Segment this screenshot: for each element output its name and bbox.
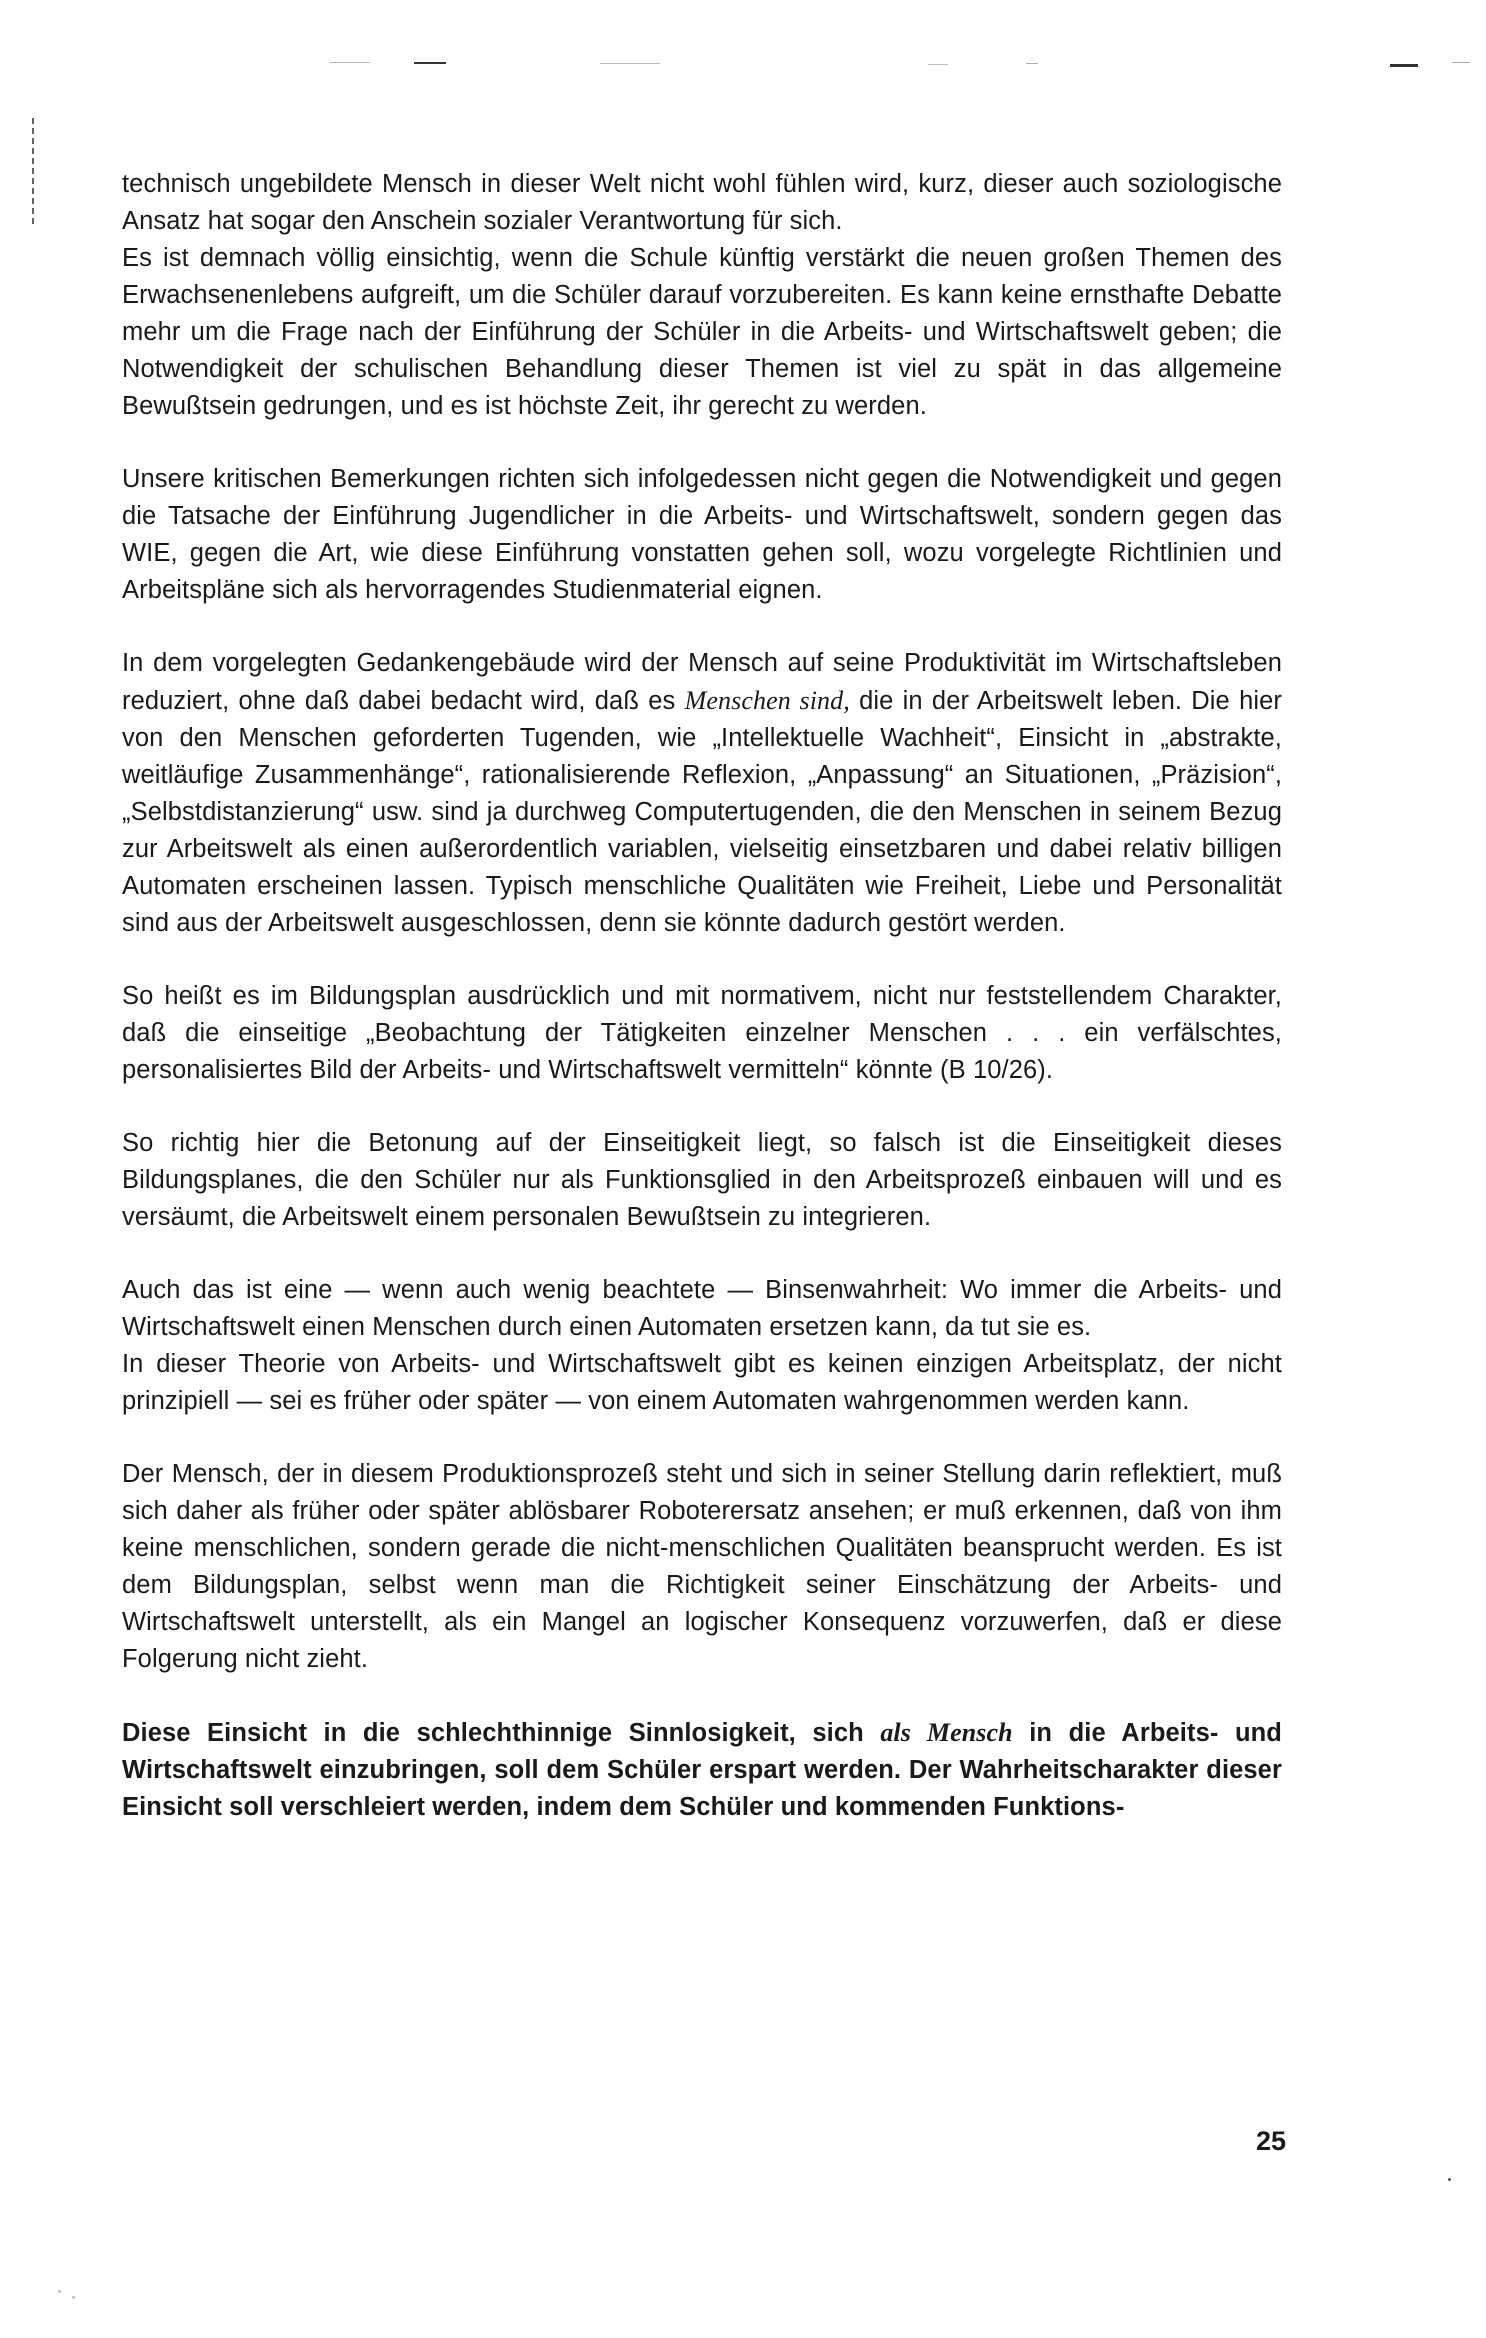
scan-artifacts	[0, 0, 1486, 80]
paragraph-text: Es ist demnach völlig einsichtig, wenn die Schule künftig verstärkt die neuen großen Themen des Erwachsenenlebens aufgreift, um die Schüler darauf vorzubereiten. Es kann keine ernsthafte Debatte mehr um die Frage nach der Einführung der Schüler in die Arbeits- und Wirtschaftswelt geben; die Notwendigkeit der schulischen Behandlung dieser Themen ist viel zu spät in das allgemeine Bewußtsein gedrungen, und es ist höchste Zeit, ihr gerecht zu werden.	[122, 244, 1282, 420]
paragraph-text: So heißt es im Bildungsplan ausdrücklich und mit normativem, nicht nur feststellendem Charakter, daß die einseitige „Beobachtung der Tätigkeiten einzelner Menschen . . . ein verfälschtes, personalisiertes Bild der Arbeits- und Wirtschaftswelt vermitteln“ könnte (B 10/26).	[122, 982, 1282, 1084]
paragraph	[122, 978, 1282, 1089]
paragraph-text: So richtig hier die Betonung auf der Einseitigkeit liegt, so falsch ist die Einseitigkeit dieses Bildungsplanes, die den Schüler nur als Funktionsglied in den Arbeitsprozeß einbauen will und es versäumt, die Arbeitswelt einem personalen Bewußtsein zu integrieren.	[122, 1129, 1282, 1231]
paragraph-text: in die Arbeits- und Wirtschaftswelt einzubringen, soll dem Schüler erspart werden. Der Wahrheitscharakter dieser Einsicht soll verschleiert werden, indem dem Schüler und kommenden Funktions-	[122, 1719, 1282, 1821]
emphasis-text: Menschen sind,	[684, 686, 850, 715]
paragraph	[122, 1125, 1282, 1236]
paragraph	[122, 1456, 1282, 1678]
scan-speck	[72, 2296, 75, 2299]
scan-speck	[1448, 2178, 1451, 2181]
paragraph-text: In dieser Theorie von Arbeits- und Wirtschaftswelt gibt es keinen einzigen Arbeitsplatz, der nicht prinzipiell — sei es früher oder später — von einem Automaten wahrgenommen werden kann.	[122, 1350, 1282, 1415]
paragraph-text: technisch ungebildete Mensch in dieser Welt nicht wohl fühlen wird, kurz, dieser auch soziologische Ansatz hat sogar den Anschein sozialer Verantwortung für sich.	[122, 170, 1282, 235]
scan-mark	[330, 62, 370, 63]
scan-mark	[414, 62, 446, 64]
scan-mark	[1452, 62, 1470, 63]
paragraph-text: Diese Einsicht in die schlechthinnige Sinnlosigkeit, sich	[122, 1719, 881, 1747]
scan-mark	[1390, 64, 1418, 67]
scan-speck	[58, 2290, 61, 2293]
paragraph	[122, 645, 1282, 942]
paragraph	[122, 1272, 1282, 1346]
emphasis-text: als Mensch	[880, 1718, 1013, 1747]
scan-mark	[600, 63, 660, 64]
paragraph-text: In dem vorgelegten Gedankengebäude wird der Mensch auf seine Produktivität im Wirtschaftsleben reduziert, ohne daß dabei bedacht wird, daß es	[122, 649, 1282, 715]
paragraph	[122, 461, 1282, 609]
scan-mark	[1026, 63, 1038, 64]
scan-mark	[928, 64, 948, 65]
paragraph-text: Auch das ist eine — wenn auch wenig beachtete — Binsenwahrheit: Wo immer die Arbeits- und Wirtschaftswelt einen Menschen durch einen Automaten ersetzen kann, da tut sie es.	[122, 1276, 1282, 1341]
paragraph-text: die in der Arbeitswelt leben. Die hier von den Menschen geforderten Tugenden, wie „Intellektuelle Wachheit“, Einsicht in „abstrakte, weitläufige Zusammenhänge“, rationalisierende Reflexion, „Anpassung“ an Situationen, „Präzision“, „Selbstdistanzierung“ usw. sind ja durchweg Computertugenden, die den Menschen in seinem Bezug zur Arbeitswelt als einen außerordentlich variablen, vielseitig einsetzbaren und dabei relativ billigen Automaten erscheinen lassen. Typisch menschliche Qualitäten wie Freiheit, Liebe und Personalität sind aus der Arbeitswelt ausgeschlossen, denn sie könnte dadurch gestört werden.	[122, 687, 1282, 937]
paragraph	[122, 240, 1282, 425]
paragraph	[122, 166, 1282, 240]
paragraph	[122, 1346, 1282, 1420]
paragraph	[122, 1714, 1282, 1826]
paragraph-text: Der Mensch, der in diesem Produktionsprozeß steht und sich in seiner Stellung darin reflektiert, muß sich daher als früher oder später ablösbarer Roboterersatz ansehen; er muß erkennen, daß von ihm keine menschlichen, sondern gerade die nicht-menschlichen Qualitäten beansprucht werden. Es ist dem Bildungsplan, selbst wenn man die Richtigkeit seiner Einschätzung der Arbeits- und Wirtschaftswelt unterstellt, als ein Mangel an logischer Konsequenz vorzuwerfen, daß er diese Folgerung nicht zieht.	[122, 1460, 1282, 1673]
paragraph-text: Unsere kritischen Bemerkungen richten sich infolgedessen nicht gegen die Notwendigkeit und gegen die Tatsache der Einführung Jugendlicher in die Arbeits- und Wirtschaftswelt, sondern gegen das WIE, gegen die Art, wie diese Einführung vonstatten gehen soll, wozu vorgelegte Richtlinien und Arbeitspläne sich als hervorragendes Studienmaterial eignen.	[122, 465, 1282, 604]
page-number: 25	[1255, 2126, 1286, 2156]
document-body	[122, 166, 1282, 1862]
margin-line	[32, 118, 34, 228]
